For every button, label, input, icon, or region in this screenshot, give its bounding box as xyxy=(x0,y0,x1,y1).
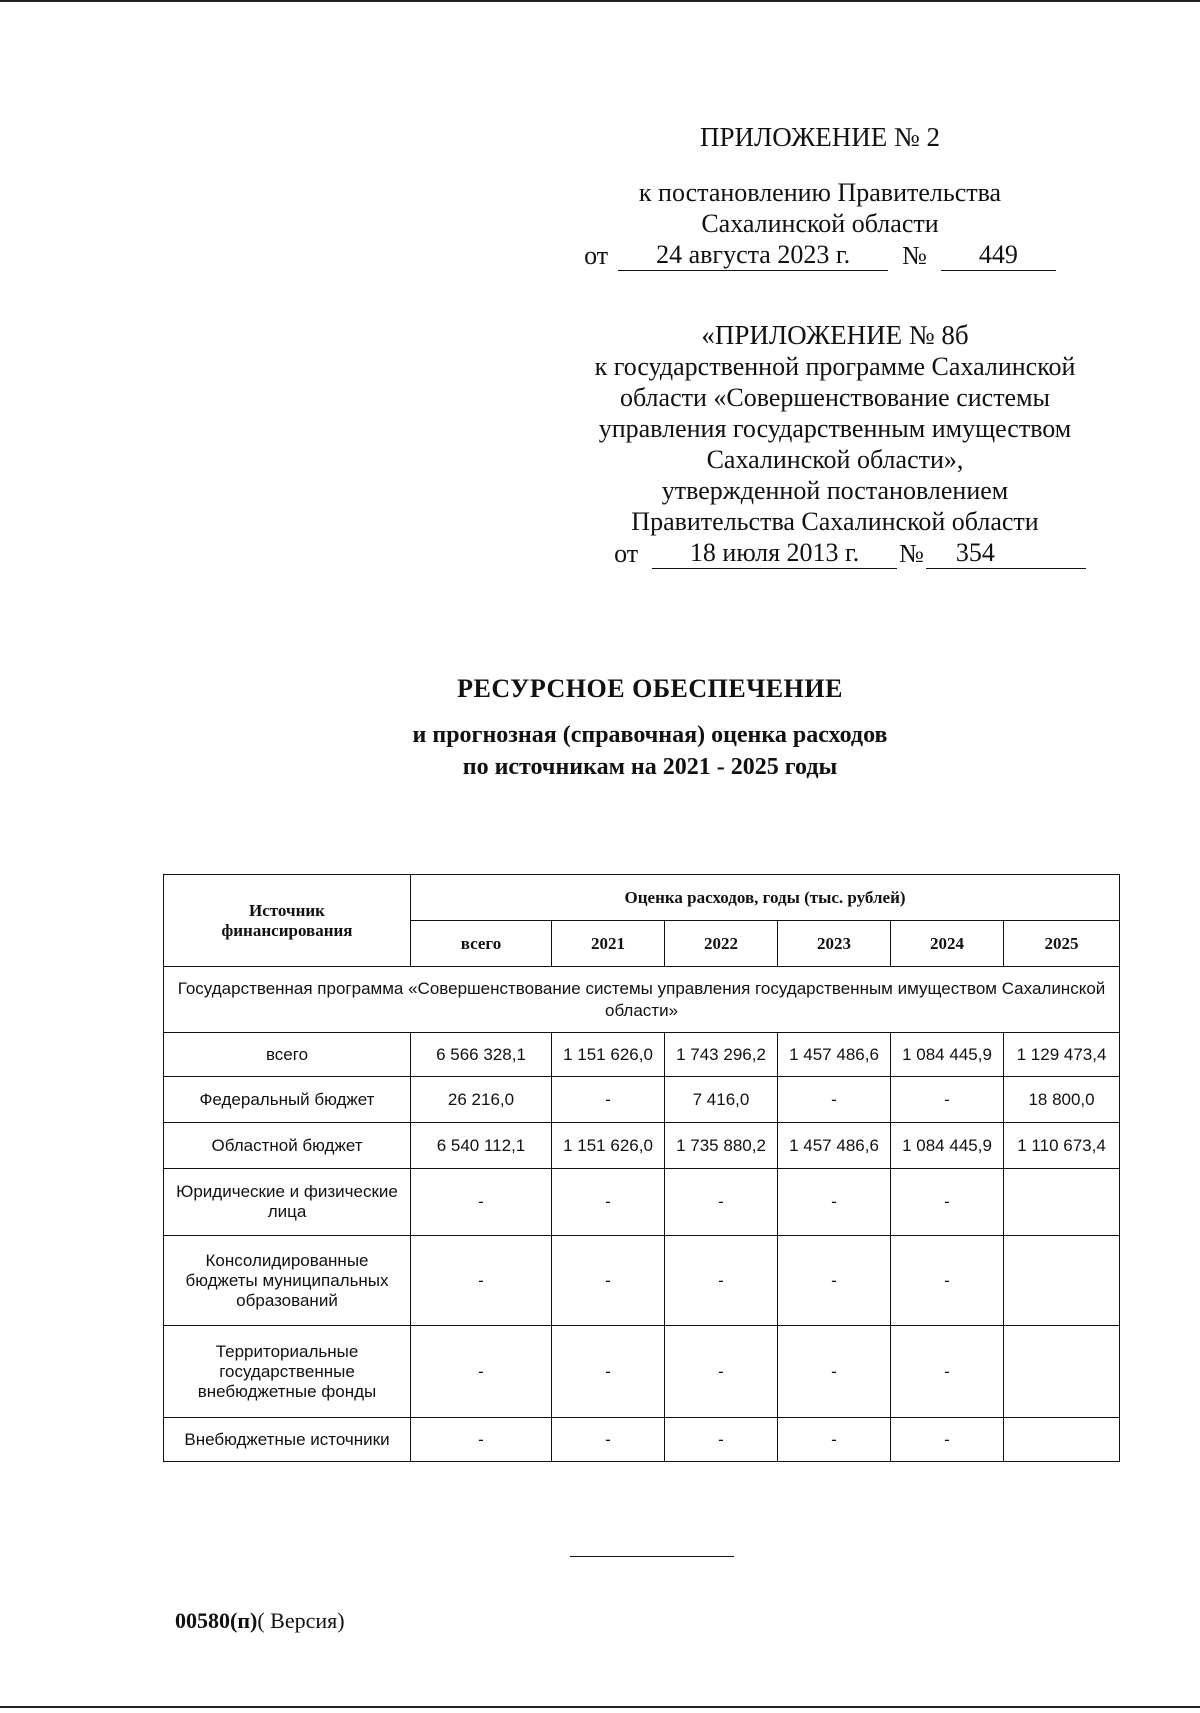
table-cell xyxy=(1004,1236,1120,1326)
table-cell: - xyxy=(411,1169,552,1236)
column-header: 2025 xyxy=(1004,921,1120,967)
table-header-row-1 xyxy=(164,875,1120,921)
table-cell: - xyxy=(552,1077,665,1123)
appendix-2-number: 449 xyxy=(941,239,1056,271)
appendix-8b-line3: управления государственным имуществом xyxy=(598,414,1072,443)
document-code xyxy=(175,1608,345,1634)
appendix-8b-line1: к государственной программе Сахалинской xyxy=(594,352,1076,381)
column-header: 2022 xyxy=(665,921,778,967)
table-row xyxy=(164,1123,1120,1169)
table-cell: - xyxy=(552,1236,665,1326)
column-header: 2023 xyxy=(778,921,891,967)
table-cell: 1 129 473,4 xyxy=(1004,1033,1120,1077)
table-cell: 18 800,0 xyxy=(1004,1077,1120,1123)
table-cell: 1 151 626,0 xyxy=(552,1123,665,1169)
page-top-border xyxy=(0,0,1200,2)
table-cell: - xyxy=(411,1236,552,1326)
row-label: Территориальные государственные внебюджетные фонды xyxy=(164,1326,411,1418)
document-title: РЕСУРСНОЕ ОБЕСПЕЧЕНИЕ xyxy=(457,674,843,703)
appendix-8b-signature-line xyxy=(565,537,1105,569)
table-cell: - xyxy=(891,1169,1004,1236)
table-cell: 1 743 296,2 xyxy=(665,1033,778,1077)
table-row xyxy=(164,1077,1120,1123)
page-bottom-border xyxy=(0,1706,1200,1708)
program-name: Государственная программа «Совершенствование системы управления государственным имуществом Сахалинской области» xyxy=(164,967,1120,1033)
column-header: всего xyxy=(411,921,552,967)
appendix-8b-block xyxy=(565,320,1105,569)
table-cell: - xyxy=(665,1169,778,1236)
table-cell: - xyxy=(665,1418,778,1462)
appendix-8b-number: 354 xyxy=(926,537,1086,569)
table-cell: - xyxy=(552,1418,665,1462)
table-cell: - xyxy=(778,1236,891,1326)
table-cell: 6 540 112,1 xyxy=(411,1123,552,1169)
table-row xyxy=(164,1169,1120,1236)
appendix-2-block xyxy=(560,122,1080,271)
table-cell: - xyxy=(891,1418,1004,1462)
table-cell: 1 110 673,4 xyxy=(1004,1123,1120,1169)
row-label: Федеральный бюджет xyxy=(164,1077,411,1123)
source-header: Источник финансирования xyxy=(164,875,411,967)
table-cell: - xyxy=(778,1418,891,1462)
estimate-header: Оценка расходов, годы (тыс. рублей) xyxy=(411,875,1120,921)
column-header: 2021 xyxy=(552,921,665,967)
table-row xyxy=(164,1033,1120,1077)
table-cell: - xyxy=(552,1326,665,1418)
document-subtitle-1: и прогнозная (справочная) оценка расходов xyxy=(412,722,888,748)
table-cell: - xyxy=(411,1418,552,1462)
resource-table xyxy=(163,874,1120,1462)
document-code-number: 00580(п) xyxy=(175,1608,258,1633)
table-cell: 1 457 486,6 xyxy=(778,1033,891,1077)
table-cell xyxy=(1004,1326,1120,1418)
appendix-2-num-label: № xyxy=(902,241,927,270)
table-cell: 1 084 445,9 xyxy=(891,1033,1004,1077)
row-label: Юридические и физические лица xyxy=(164,1169,411,1236)
appendix-8b-line5: утвержденной постановлением xyxy=(661,476,1009,505)
table-cell: 1 151 626,0 xyxy=(552,1033,665,1077)
appendix-2-date: 24 августа 2023 г. xyxy=(618,239,888,271)
document-code-version: ( Версия) xyxy=(257,1608,345,1633)
table-cell: - xyxy=(891,1236,1004,1326)
table-cell xyxy=(1004,1418,1120,1462)
table-cell xyxy=(1004,1169,1120,1236)
table-cell: - xyxy=(778,1077,891,1123)
table-cell: 7 416,0 xyxy=(665,1077,778,1123)
appendix-8b-line4: Сахалинской области», xyxy=(706,445,964,474)
table-cell: - xyxy=(665,1326,778,1418)
table-cell: 1 735 880,2 xyxy=(665,1123,778,1169)
table-cell: - xyxy=(411,1326,552,1418)
table-cell: 6 566 328,1 xyxy=(411,1033,552,1077)
appendix-8b-line2: области «Совершенствование системы xyxy=(619,383,1051,412)
row-label: всего xyxy=(164,1033,411,1077)
appendix-2-signature-line xyxy=(560,239,1080,271)
table-cell: 1 084 445,9 xyxy=(891,1123,1004,1169)
document-subtitle-2: по источникам на 2021 - 2025 годы xyxy=(462,754,838,780)
table-cell: - xyxy=(552,1169,665,1236)
row-label: Внебюджетные источники xyxy=(164,1418,411,1462)
row-label: Консолидированные бюджеты муниципальных образований xyxy=(164,1236,411,1326)
table-cell: - xyxy=(778,1169,891,1236)
appendix-8b-from-label: от xyxy=(614,539,639,568)
footer-divider xyxy=(570,1556,734,1557)
appendix-8b-date: 18 июля 2013 г. xyxy=(652,537,897,569)
table-row xyxy=(164,1418,1120,1462)
table-cell: - xyxy=(891,1077,1004,1123)
table-cell: - xyxy=(665,1236,778,1326)
appendix-8b-line6: Правительства Сахалинской области xyxy=(631,507,1039,536)
table-row xyxy=(164,1236,1120,1326)
document-heading xyxy=(150,673,1150,783)
appendix-2-line2: Сахалинской области xyxy=(701,209,939,238)
table-cell: - xyxy=(778,1326,891,1418)
row-label: Областной бюджет xyxy=(164,1123,411,1169)
appendix-8b-num-label: № xyxy=(899,539,924,568)
appendix-2-title: ПРИЛОЖЕНИЕ № 2 xyxy=(699,122,941,152)
column-header: 2024 xyxy=(891,921,1004,967)
appendix-8b-title: «ПРИЛОЖЕНИЕ № 8б xyxy=(701,320,969,350)
program-row xyxy=(164,967,1120,1033)
table-row xyxy=(164,1326,1120,1418)
appendix-2-line1: к постановлению Правительства xyxy=(638,178,1002,207)
table-cell: 26 216,0 xyxy=(411,1077,552,1123)
table-cell: - xyxy=(891,1326,1004,1418)
appendix-2-from-label: от xyxy=(584,241,609,270)
table-cell: 1 457 486,6 xyxy=(778,1123,891,1169)
